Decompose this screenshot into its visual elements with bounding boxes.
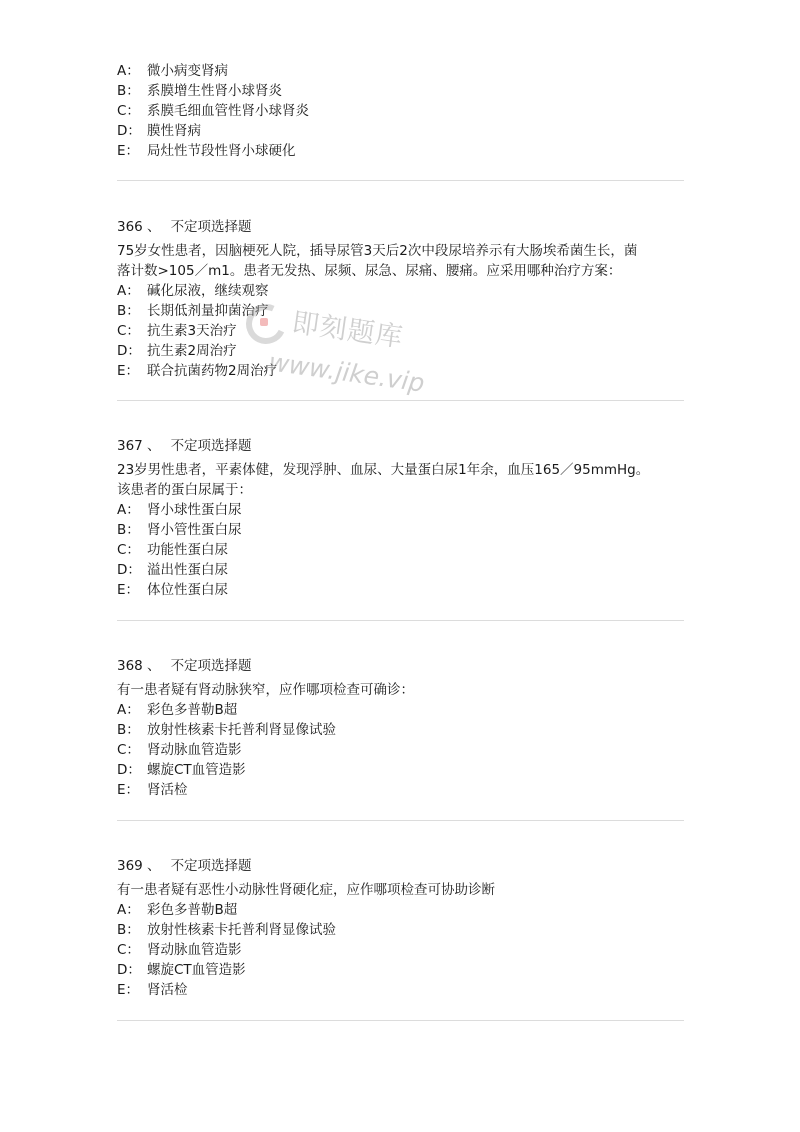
option-letter: E：: [117, 782, 140, 798]
option-b: [117, 720, 684, 740]
question-type: 不定项选择题: [170, 438, 252, 454]
option-d: [117, 960, 684, 980]
option-text: 局灶性节段性肾小球硬化: [147, 143, 296, 159]
option-e: [117, 580, 684, 600]
question-number: 367 、: [117, 438, 161, 454]
divider: [117, 180, 684, 181]
question-369: [117, 856, 684, 1000]
option-text: 功能性蛋白尿: [147, 542, 228, 558]
question-stem-line: 该患者的蛋白尿属于：: [117, 482, 252, 498]
option-a: [117, 281, 684, 301]
option-text: 肾活检: [147, 782, 188, 798]
option-e: [117, 780, 684, 800]
option-letter: C：: [117, 323, 140, 339]
option-letter: D：: [117, 562, 141, 578]
option-letter: D：: [117, 343, 141, 359]
option-text: 彩色多普勒B超: [147, 902, 238, 918]
question-type: 不定项选择题: [170, 858, 252, 874]
option-a: [117, 61, 684, 81]
question-type: 不定项选择题: [170, 658, 252, 674]
option-text: 溢出性蛋白尿: [147, 562, 228, 578]
option-letter: B：: [117, 922, 140, 938]
option-c: [117, 940, 684, 960]
question-stem-line: 23岁男性患者，平素体健，发现浮肿、血尿、大量蛋白尿1年余，血压165／95mmHg。: [117, 462, 650, 478]
option-text: 螺旋CT血管造影: [147, 762, 246, 778]
option-letter: E：: [117, 143, 140, 159]
option-letter: E：: [117, 582, 140, 598]
option-text: 放射性核素卡托普利肾显像试验: [147, 722, 336, 738]
question-stem-line: 有一患者疑有恶性小动脉性肾硬化症，应作哪项检查可协助诊断: [117, 882, 495, 898]
option-letter: B：: [117, 83, 140, 99]
option-text: 肾小管性蛋白尿: [147, 522, 242, 538]
option-a: [117, 700, 684, 720]
option-letter: D：: [117, 762, 141, 778]
option-letter: C：: [117, 742, 140, 758]
option-b: [117, 920, 684, 940]
option-b: [117, 520, 684, 540]
option-c: [117, 740, 684, 760]
option-e: [117, 141, 684, 161]
divider: [117, 400, 684, 401]
option-text: 膜性肾病: [147, 123, 201, 139]
previous-question-options: [117, 61, 684, 161]
question-366: [117, 217, 684, 381]
option-text: 系膜增生性肾小球肾炎: [147, 83, 282, 99]
option-letter: A：: [117, 63, 140, 79]
question-367: [117, 436, 684, 600]
option-a: [117, 900, 684, 920]
option-e: [117, 361, 684, 381]
option-text: 联合抗菌药物2周治疗: [147, 363, 278, 379]
option-b: [117, 301, 684, 321]
divider: [117, 1020, 684, 1021]
option-text: 系膜毛细血管性肾小球肾炎: [147, 103, 309, 119]
option-letter: E：: [117, 982, 140, 998]
question-header: [117, 436, 684, 456]
option-letter: A：: [117, 902, 140, 918]
option-c: [117, 540, 684, 560]
question-header: [117, 856, 684, 876]
option-text: 微小病变肾病: [147, 63, 228, 79]
option-letter: A：: [117, 283, 140, 299]
question-number: 366 、: [117, 219, 161, 235]
option-text: 肾动脉血管造影: [147, 942, 242, 958]
option-letter: C：: [117, 942, 140, 958]
option-text: 碱化尿液，继续观察: [147, 283, 269, 299]
option-e: [117, 980, 684, 1000]
question-stem-line: 75岁女性患者，因脑梗死人院，插导尿管3天后2次中段尿培养示有大肠埃希菌生长，菌: [117, 243, 638, 259]
option-b: [117, 81, 684, 101]
option-text: 肾动脉血管造影: [147, 742, 242, 758]
question-368: [117, 656, 684, 800]
option-d: [117, 760, 684, 780]
option-text: 螺旋CT血管造影: [147, 962, 246, 978]
question-stem-line: 落计数>105／m1。患者无发热、尿频、尿急、尿痛、腰痛。应采用哪种治疗方案：: [117, 263, 622, 279]
option-letter: B：: [117, 303, 140, 319]
option-text: 体位性蛋白尿: [147, 582, 228, 598]
option-text: 抗生素3天治疗: [147, 323, 237, 339]
question-header: [117, 217, 684, 237]
option-c: [117, 321, 684, 341]
option-d: [117, 121, 684, 141]
question-number: 368 、: [117, 658, 161, 674]
option-text: 放射性核素卡托普利肾显像试验: [147, 922, 336, 938]
option-letter: C：: [117, 542, 140, 558]
option-text: 长期低剂量抑菌治疗: [147, 303, 269, 319]
question-stem-line: 有一患者疑有肾动脉狭窄，应作哪项检查可确诊：: [117, 682, 414, 698]
option-letter: B：: [117, 722, 140, 738]
option-letter: D：: [117, 123, 141, 139]
divider: [117, 820, 684, 821]
divider: [117, 620, 684, 621]
option-a: [117, 500, 684, 520]
option-letter: A：: [117, 502, 140, 518]
option-text: 抗生素2周治疗: [147, 343, 237, 359]
question-type: 不定项选择题: [170, 219, 252, 235]
option-text: 彩色多普勒B超: [147, 702, 238, 718]
watermark-url: www.jike.vip: [266, 347, 427, 398]
option-letter: C：: [117, 103, 140, 119]
option-letter: E：: [117, 363, 140, 379]
question-header: [117, 656, 684, 676]
option-letter: D：: [117, 962, 141, 978]
option-letter: B：: [117, 522, 140, 538]
option-text: 肾活检: [147, 982, 188, 998]
option-c: [117, 101, 684, 121]
watermark-brand: 即刻题库: [289, 307, 406, 354]
option-text: 肾小球性蛋白尿: [147, 502, 242, 518]
option-d: [117, 341, 684, 361]
question-number: 369 、: [117, 858, 161, 874]
option-d: [117, 560, 684, 580]
option-letter: A：: [117, 702, 140, 718]
